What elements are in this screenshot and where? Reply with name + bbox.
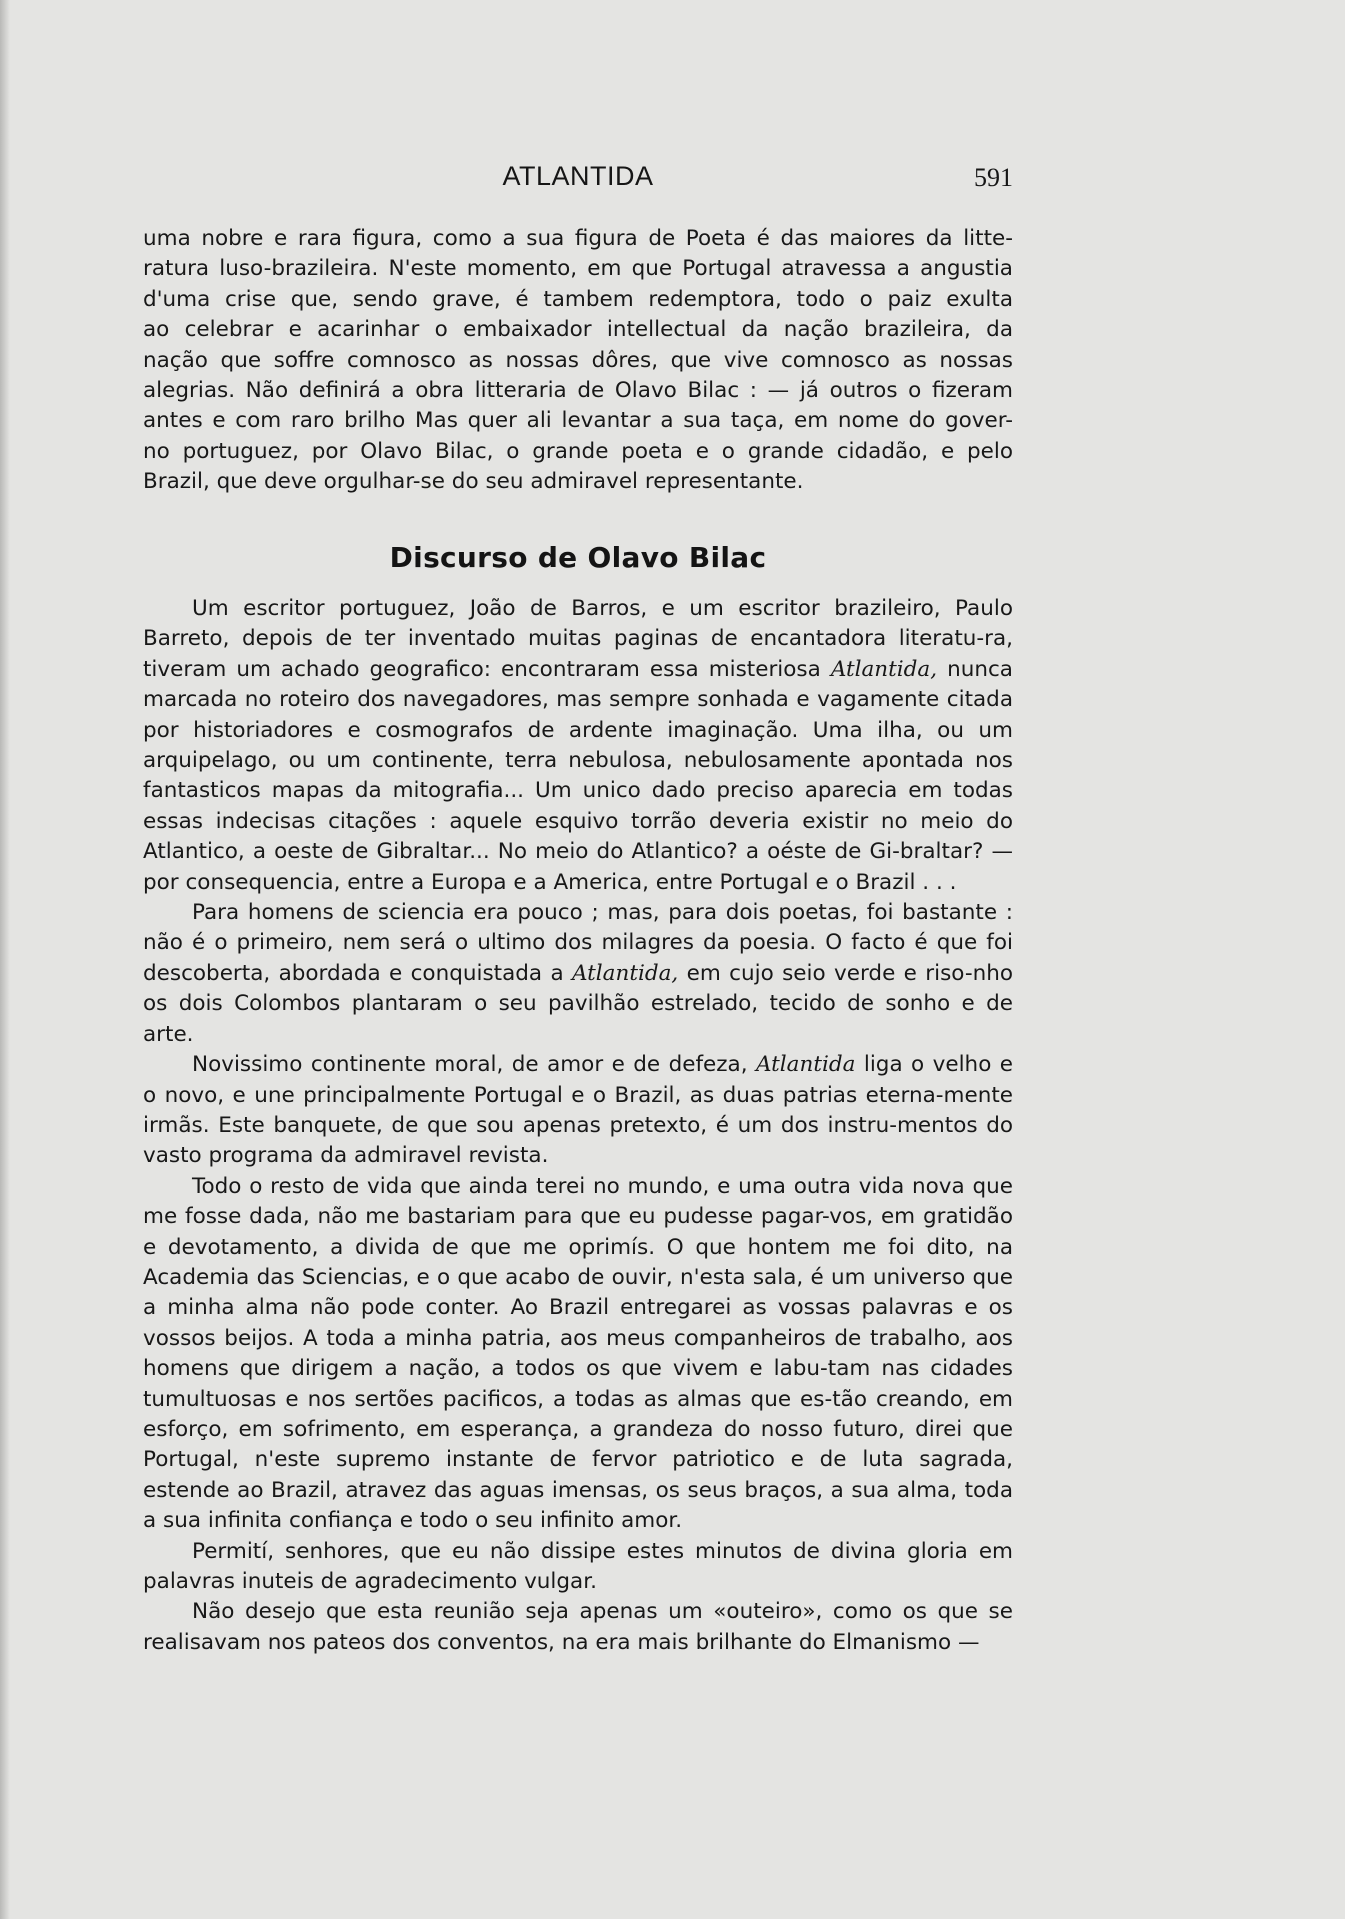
text-line: nação que soffre comnosco as nossas dôres, que vive comnosco as nossas: [143, 347, 1013, 373]
speech-paragraph-3: Novissimo continente moral, de amor e de defeza, Atlantida liga o velho e o novo, e une principalmente Portugal e o Brazil, as duas patrias eterna-mente irmãs. Este banquete, de que sou apenas pretexto, é um dos instru-mentos do vasto programa da admiravel revista.: [143, 1052, 1014, 1169]
text-line: uma nobre e rara figura, como a sua figura de Poeta é das maiores da litte-: [143, 226, 1013, 251]
running-title: ATLANTIDA: [502, 161, 654, 191]
page-number: 591: [974, 163, 1013, 192]
speech-paragraph-6: Não desejo que esta reunião seja apenas um «outeiro», como os que se realisavam nos pateos dos conventos, na era mais brilhante do Elmanismo —: [143, 1599, 1013, 1655]
italic-title: Atlantida,: [572, 960, 679, 986]
section-title: Discurso de Olavo Bilac: [389, 541, 767, 574]
italic-title: Atlantida: [755, 1052, 856, 1078]
intro-paragraph: [143, 224, 1013, 498]
speech-paragraph-2: Para homens de sciencia era pouco ; mas, para dois poetas, foi bastante : não é o primeiro, nem será o ultimo dos milagres da poesia. O facto é que foi descoberta, abordada e conquistada a Atlantida, em cujo seio verde e riso-nho os dois Colombos plantaram o seu pavilhão estrelado, tecido de sonho e de arte.: [143, 900, 1013, 1047]
text-line: Brazil, que deve orgulhar-se do seu admiravel representante.: [143, 469, 804, 495]
italic-title: Atlantida,: [830, 656, 938, 682]
text-line: alegrias. Não definirá a obra litteraria de Olavo Bilac : — já outros o fizeram: [143, 378, 1013, 404]
text-line: antes e com raro brilho Mas quer ali levantar a sua taça, em nome do gover-: [143, 408, 1013, 434]
text-line: d'uma crise que, sendo grave, é tambem redemptora, todo o paiz exulta: [143, 286, 1013, 312]
speech-body: [143, 594, 1013, 1658]
page-header: [143, 161, 1013, 201]
text-line: no portuguez, por Olavo Bilac, o grande poeta e o grande cidadão, e pelo: [143, 438, 1013, 464]
speech-paragraph-4: Todo o resto de vida que ainda terei no mundo, e uma outra vida nova que me fosse dada, não me bastariam para que eu pudesse pagar-vos, em gratidão e devotamento, a divida de que me oprimís. O que hontem me foi dito, na Academia das Sciencias, e o que acabo de ouvir, n'esta sala, é um universo que a minha alma não pode conter. Ao Brazil entregarei as vossas palavras e os vossos beijos. A toda a minha patria, aos meus companheiros de trabalho, aos homens que dirigem a nação, a todos os que vivem e labu-tam nas cidades tumultuosas e nos sertões pacificos, a todas as almas que es-tão creando, em esforço, em sofrimento, em esperança, a grandeza do nosso futuro, direi que Portugal, n'este supremo instante de fervor patriotico e de luta sagrada, estende ao Brazil, atravez das aguas imensas, os seus braços, a sua alma, toda a sua infinita confiança e todo o seu infinito amor.: [143, 1173, 1013, 1534]
text-line: ao celebrar e acarinhar o embaixador intellectual da nação brazileira, da: [143, 317, 1013, 343]
speech-paragraph-5: Permití, senhores, que eu não dissipe estes minutos de divina gloria em palavras inuteis de agradecimento vulgar.: [143, 1538, 1013, 1594]
page-edge-shadow: [0, 0, 10, 1919]
text-line: ratura luso-brazileira. N'este momento, em que Portugal atravessa a angustia: [143, 256, 1013, 282]
speech-paragraph-1: Um escritor portuguez, João de Barros, e um escritor brazileiro, Paulo Barreto, depois de ter inventado muitas paginas de encantadora literatu-ra, tiveram um achado geografico: encontraram essa misteriosa Atlantida, nunca marcada no roteiro dos navegadores, mas sempre sonhada e vagamente citada por historiadores e cosmografos de ardente imaginação. Uma ilha, ou um arquipelago, ou um continente, terra nebulosa, nebulosamente apontada nos fantasticos mapas da mitografia... Um unico dado preciso aparecia em todas essas indecisas citações : aquele esquivo torrão deveria existir no meio do Atlantico, a oeste de Gibraltar... No meio do Atlantico? a oéste de Gi-braltar? — por consequencia, entre a Europa e a America, entre Portugal e o Brazil . . .: [143, 596, 1013, 895]
